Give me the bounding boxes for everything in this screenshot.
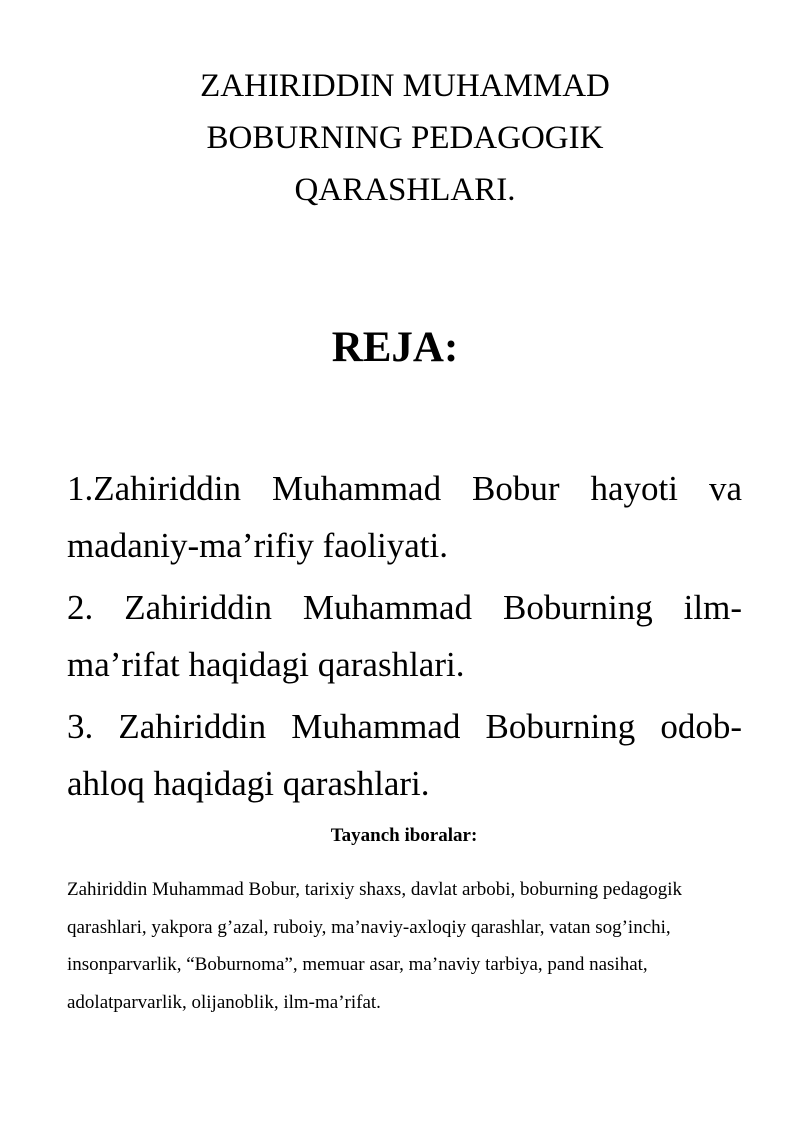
keywords-heading: Tayanch iboralar: [330, 825, 478, 846]
plan-item: 3. Zahiriddin Muhammad Boburning odob-ahloq haqidagi qarashlari. [67, 707, 742, 803]
keywords-paragraph: Zahiriddin Muhammad Bobur, tarixiy shaxs, davlat arbobi, boburning pedagogik qarashlari, yakpora g’azal, ruboiy, ma’naviy-axloqiy qarashlar, vatan sog’inchi, insonparvarlik, “Boburnoma”, memuar asar, ma’naviy tarbiya, pand nasihat, adolatparvarlik, olijanoblik, ilm-ma’rifat. [67, 879, 683, 1013]
plan-heading: REJA: [331, 324, 459, 371]
title-line: ZAHIRIDDIN MUHAMMAD [200, 68, 610, 104]
plan-item: 2. Zahiriddin Muhammad Boburning ilm-ma’rifat haqidagi qarashlari. [67, 588, 742, 684]
title-line: QARASHLARI. [294, 172, 516, 208]
document-title [120, 60, 690, 216]
plan-item: 1.Zahiriddin Muhammad Bobur hayoti va madaniy-ma’rifiy faoliyati. [67, 469, 742, 565]
title-line: BOBURNING PEDAGOGIK [206, 120, 604, 156]
plan-list [67, 460, 742, 817]
